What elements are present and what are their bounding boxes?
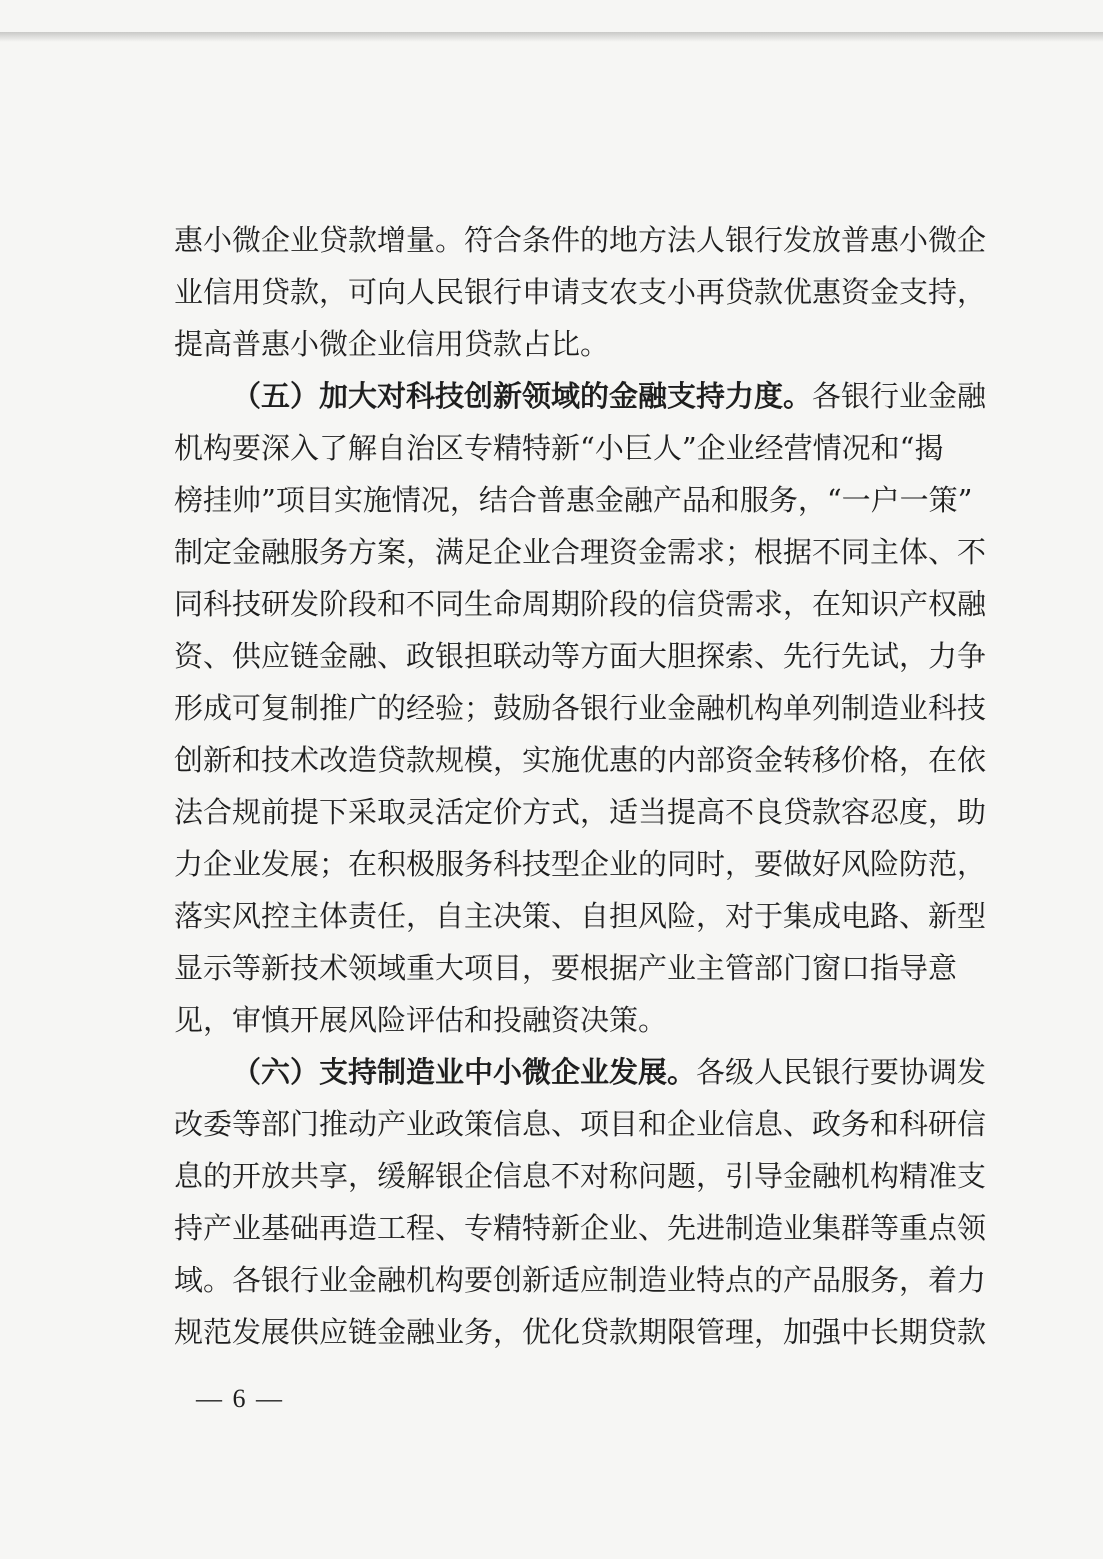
text-line: 域。各银行业金融机构要创新适应制造业特点的产品服务，着力: [174, 1263, 987, 1297]
text-line: 显示等新技术领域重大项目，要根据产业主管部门窗口指导意: [174, 951, 958, 985]
text-line: 力企业发展；在积极服务科技型企业的同时，要做好风险防范，: [174, 847, 987, 881]
paragraph-first-line: [174, 1046, 987, 1098]
text-line: 法合规前提下采取灵活定价方式，适当提高不良贷款容忍度，助: [174, 795, 987, 829]
text-line: 榜挂帅”项目实施情况，结合普惠金融产品和服务，“一户一策”: [174, 483, 973, 517]
text-line: 规范发展供应链金融业务，优化贷款期限管理，加强中长期贷款: [174, 1315, 987, 1349]
section-heading: （五）加大对科技创新领域的金融支持力度。: [232, 379, 813, 413]
text-line: 形成可复制推广的经验；鼓励各银行业金融机构单列制造业科技: [174, 691, 987, 725]
scan-edge: [0, 32, 1103, 42]
text-line: 惠小微企业贷款增量。符合条件的地方法人银行发放普惠小微企: [174, 223, 987, 257]
text-line: 见，审慎开展风险评估和投融资决策。: [174, 1003, 668, 1037]
section-heading: （六）支持制造业中小微企业发展。: [232, 1055, 697, 1089]
text-span: 各级人民银行要协调发: [696, 1055, 987, 1089]
text-line: 资、供应链金融、政银担联动等方面大胆探索、先行先试，力争: [174, 639, 987, 673]
document-body: [174, 214, 987, 1358]
text-line: 创新和技术改造贷款规模，实施优惠的内部资金转移价格，在依: [174, 743, 987, 777]
text-line: 同科技研发阶段和不同生命周期阶段的信贷需求，在知识产权融: [174, 587, 987, 621]
text-line: 改委等部门推动产业政策信息、项目和企业信息、政务和科研信: [174, 1107, 987, 1141]
text-line: 息的开放共享，缓解银企信息不对称问题，引导金融机构精准支: [174, 1159, 987, 1193]
text-span: 各银行业金融: [812, 379, 987, 413]
text-line: 制定金融服务方案，满足企业合理资金需求；根据不同主体、不: [174, 535, 987, 569]
page-number: — 6 —: [196, 1384, 284, 1413]
text-line: 提高普惠小微企业信用贷款占比。: [174, 327, 610, 361]
text-line: 机构要深入了解自治区专精特新“小巨人”企业经营情况和“揭: [174, 431, 944, 465]
text-line: 业信用贷款，可向人民银行申请支农支小再贷款优惠资金支持，: [174, 275, 987, 309]
text-line: 持产业基础再造工程、专精特新企业、先进制造业集群等重点领: [174, 1211, 987, 1245]
text-line: 落实风控主体责任，自主决策、自担风险，对于集成电路、新型: [174, 899, 987, 933]
paragraph-first-line: [174, 370, 987, 422]
